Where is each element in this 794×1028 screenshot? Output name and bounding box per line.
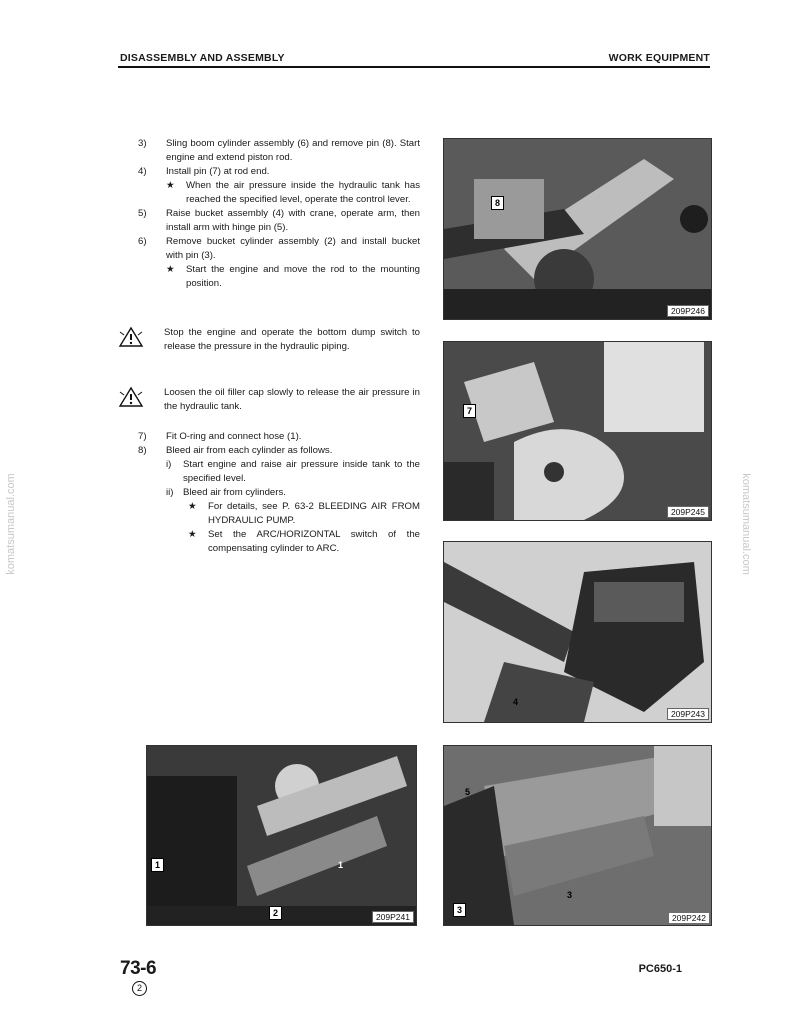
- photo-illustration: [444, 746, 711, 925]
- warning-1: Stop the engine and operate the bottom dump switch to release the pressure in the hydraulic piping.: [118, 326, 420, 370]
- photo-illustration: [444, 542, 711, 722]
- star-icon: ★: [188, 501, 197, 512]
- callout-label: 8: [491, 196, 504, 210]
- photo-code: 209P243: [667, 708, 709, 720]
- callout-label: 1: [151, 858, 164, 872]
- warning-icon: [118, 386, 144, 408]
- header-divider: [118, 66, 710, 68]
- star-icon: ★: [166, 180, 175, 191]
- photo-arm-hinge: [443, 745, 712, 926]
- callout-label: 5: [464, 787, 470, 797]
- step-4: 4) Install pin (7) at rod end.: [138, 166, 270, 177]
- step-8: 8) Bleed air from each cylinder as follows.: [138, 445, 333, 456]
- photo-code: 209P245: [667, 506, 709, 518]
- photo-illustration: [147, 746, 416, 925]
- step-7: 7) Fit O-ring and connect hose (1).: [138, 431, 302, 442]
- callout-label: 3: [566, 890, 572, 900]
- step-4-note: ★ When the air pressure inside the hydraulic tank has reached the specified level, operate the control lever.: [166, 180, 420, 205]
- model-number: PC650-1: [638, 963, 682, 975]
- step-5: 5) Raise bucket assembly (4) with crane, operate arm, then install arm with hinge pin (5).: [138, 208, 420, 233]
- callout-label: 2: [269, 906, 282, 920]
- page-number: 73-6: [120, 958, 157, 979]
- step-8-ii-note-1: ★ For details, see P. 63-2 BLEEDING AIR FROM HYDRAULIC PUMP.: [188, 501, 420, 526]
- step-8-ii-note-2: ★ Set the ARC/HORIZONTAL switch of the compensating cylinder to ARC.: [188, 529, 420, 554]
- step-6-note: ★ Start the engine and move the rod to the mounting position.: [166, 264, 420, 289]
- callout-label: 7: [463, 404, 476, 418]
- step-3: 3) Sling boom cylinder assembly (6) and remove pin (8). Start engine and extend piston rod.: [138, 138, 420, 163]
- callout-label: 3: [453, 903, 466, 917]
- photo-code: 209P242: [669, 913, 709, 923]
- photo-pin-install: [443, 341, 712, 521]
- steps-block-b: [138, 430, 420, 556]
- section-title: DISASSEMBLY AND ASSEMBLY: [120, 52, 285, 64]
- chapter-title: WORK EQUIPMENT: [608, 52, 710, 64]
- warning-2: Loosen the oil filler cap slowly to release the air pressure in the hydraulic tank.: [118, 386, 420, 416]
- photo-illustration: [444, 342, 711, 520]
- step-6: 6) Remove bucket cylinder assembly (2) and install bucket with pin (3).: [138, 236, 420, 261]
- warning-icon: [118, 326, 144, 348]
- photo-code: 209P241: [372, 911, 414, 923]
- photo-illustration: [444, 139, 711, 319]
- star-icon: ★: [166, 264, 175, 275]
- callout-label: 1: [337, 860, 343, 870]
- callout-label: 4: [512, 697, 518, 707]
- photo-boom-cylinder: [443, 138, 712, 320]
- star-icon: ★: [188, 529, 197, 540]
- photo-bucket-assembly: [443, 541, 712, 723]
- watermark-right: komatsumanual.com: [739, 473, 752, 575]
- photo-code: 209P246: [667, 305, 709, 317]
- step-8-i: i) Start engine and raise air pressure inside tank to the specified level.: [166, 459, 420, 484]
- watermark-left: komatsumanual.com: [4, 473, 17, 575]
- step-8-ii: ii) Bleed air from cylinders.: [166, 487, 286, 498]
- revision-number: 2: [132, 981, 147, 996]
- photo-hose-connection: [146, 745, 417, 926]
- steps-block-a: [138, 137, 420, 291]
